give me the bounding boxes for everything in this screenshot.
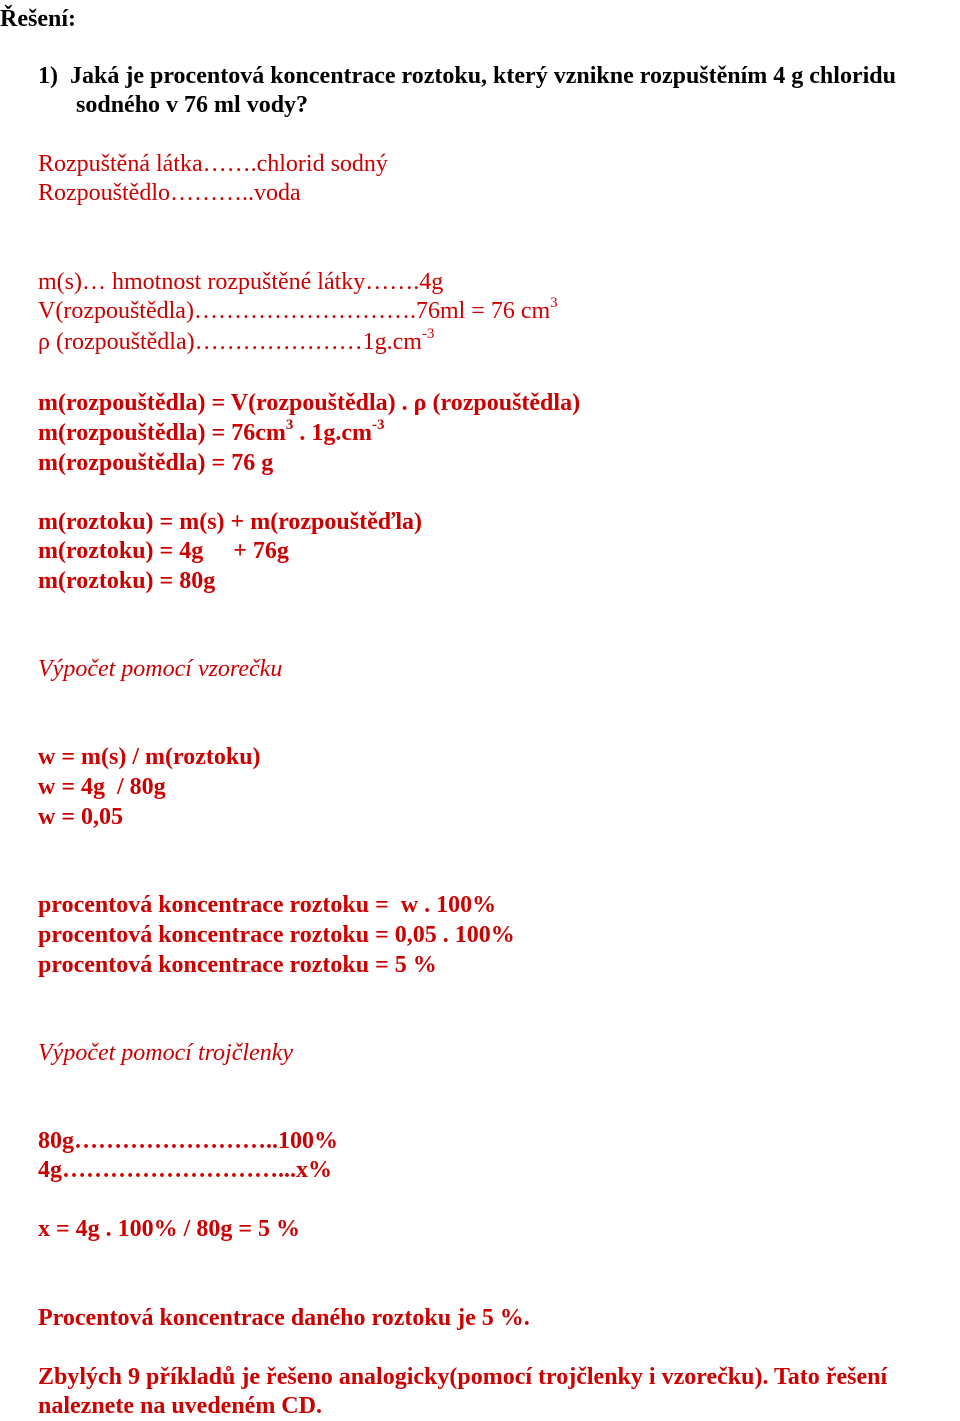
percent-line-3: procentová koncentrace roztoku = 5 %: [38, 952, 437, 978]
value-solvent-volume-text: V(rozpouštědla)……………………….76ml = 76 cm: [38, 298, 551, 324]
solvent-mass-substitution-a: m(rozpouštědla) = 76cm: [38, 420, 286, 446]
solution-mass-result: m(roztoku) = 80g: [38, 568, 216, 594]
solvent-mass-formula: m(rozpouštědla) = V(rozpouštědla) . ρ (rozpouštědla): [38, 390, 581, 416]
value-solute-mass: m(s)… hmotnost rozpuštěné látky…….4g: [38, 269, 444, 295]
solvent-mass-exp-1: 3: [285, 417, 294, 433]
footer-note-line-2: naleznete na uvedeném CD.: [38, 1393, 322, 1419]
value-solvent-volume: [38, 296, 558, 326]
conclusion: Procentová koncentrace daného roztoku je 5 %.: [38, 1305, 530, 1331]
formula-line-2: w = 4g / 80g: [38, 774, 166, 800]
solvent-mass-exp-2: -3: [372, 417, 385, 433]
value-solvent-density: [38, 327, 434, 357]
percent-line-1: procentová koncentrace roztoku = w . 100%: [38, 892, 497, 918]
question-number: 1): [38, 63, 58, 89]
value-solvent-density-text: ρ (rozpouštědla)…………………1g.cm: [38, 329, 422, 355]
formula-method-heading: Výpočet pomocí vzorečku: [38, 656, 283, 682]
question-line-1: [38, 61, 896, 91]
solution-mass-formula: m(roztoku) = m(s) + m(rozpouštěďla): [38, 509, 422, 535]
given-solute: Rozpuštěná látka…….chlorid sodný: [38, 151, 388, 177]
solvent-mass-substitution: [38, 418, 385, 448]
footer-note-line-1: Zbylých 9 příkladů je řešeno analogicky(pomocí trojčlenky i vzorečku). Tato řešení: [38, 1364, 888, 1390]
question-text-1: Jaká je procentová koncentrace roztoku, který vznikne rozpuštěním 4 g chloridu: [70, 63, 896, 89]
value-solvent-density-exponent: -3: [421, 326, 435, 342]
rule-line-3: x = 4g . 100% / 80g = 5 %: [38, 1216, 301, 1242]
solvent-mass-result: m(rozpouštědla) = 76 g: [38, 450, 274, 476]
formula-line-1: w = m(s) / m(roztoku): [38, 744, 261, 770]
solution-mass-substitution: m(roztoku) = 4g + 76g: [38, 538, 289, 564]
solvent-mass-substitution-b: . 1g.cm: [293, 420, 373, 446]
rule-method-heading: Výpočet pomocí trojčlenky: [38, 1040, 293, 1066]
rule-line-2: 4g………………………...x%: [38, 1157, 332, 1183]
page-title: Řešení:: [0, 6, 76, 32]
percent-line-2: procentová koncentrace roztoku = 0,05 . 100%: [38, 922, 515, 948]
given-solvent: Rozpouštědlo………..voda: [38, 180, 301, 206]
question-line-2: sodného v 76 ml vody?: [76, 92, 309, 118]
formula-line-3: w = 0,05: [38, 804, 124, 830]
rule-line-1: 80g……………………..100%: [38, 1128, 338, 1154]
value-solvent-volume-exponent: 3: [550, 295, 558, 311]
